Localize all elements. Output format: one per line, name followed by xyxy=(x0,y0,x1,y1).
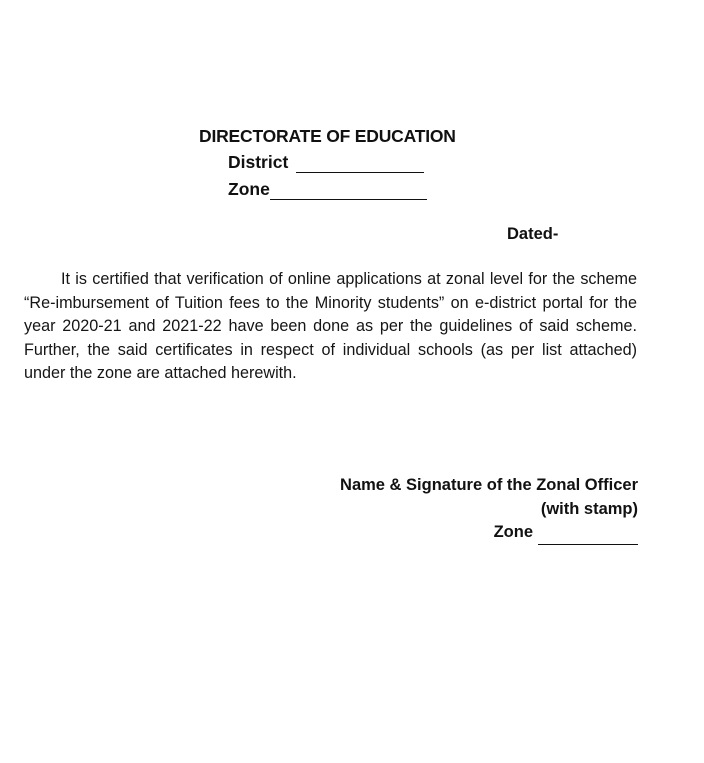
signature-zone-label: Zone xyxy=(493,523,533,541)
certificate-paragraph: It is certified that verification of online applications at zonal level for the scheme “Re-imbursement of Tuition fees to the Minority students” on e-district portal for the year 2020-21 and 2021-22 have been done as per the guidelines of said scheme. Further, the said certificates in respect of individual schools (as per list attached) under the zone are attached herewith. xyxy=(24,270,637,382)
signature-stamp-line: (with stamp) xyxy=(540,499,638,518)
district-line xyxy=(228,152,424,173)
signature-block xyxy=(340,474,638,545)
signature-zone-blank-field xyxy=(538,528,638,545)
zone-label: Zone xyxy=(228,179,270,199)
signature-zone-line xyxy=(340,521,638,545)
zone-line xyxy=(228,179,427,200)
signature-name-line: Name & Signature of the Zonal Officer xyxy=(340,476,638,494)
zone-blank-field xyxy=(270,181,427,200)
dated-label: Dated- xyxy=(507,225,559,243)
district-label: District xyxy=(228,152,289,172)
document-title: DIRECTORATE OF EDUCATION xyxy=(199,126,456,146)
district-blank-field xyxy=(296,154,424,173)
